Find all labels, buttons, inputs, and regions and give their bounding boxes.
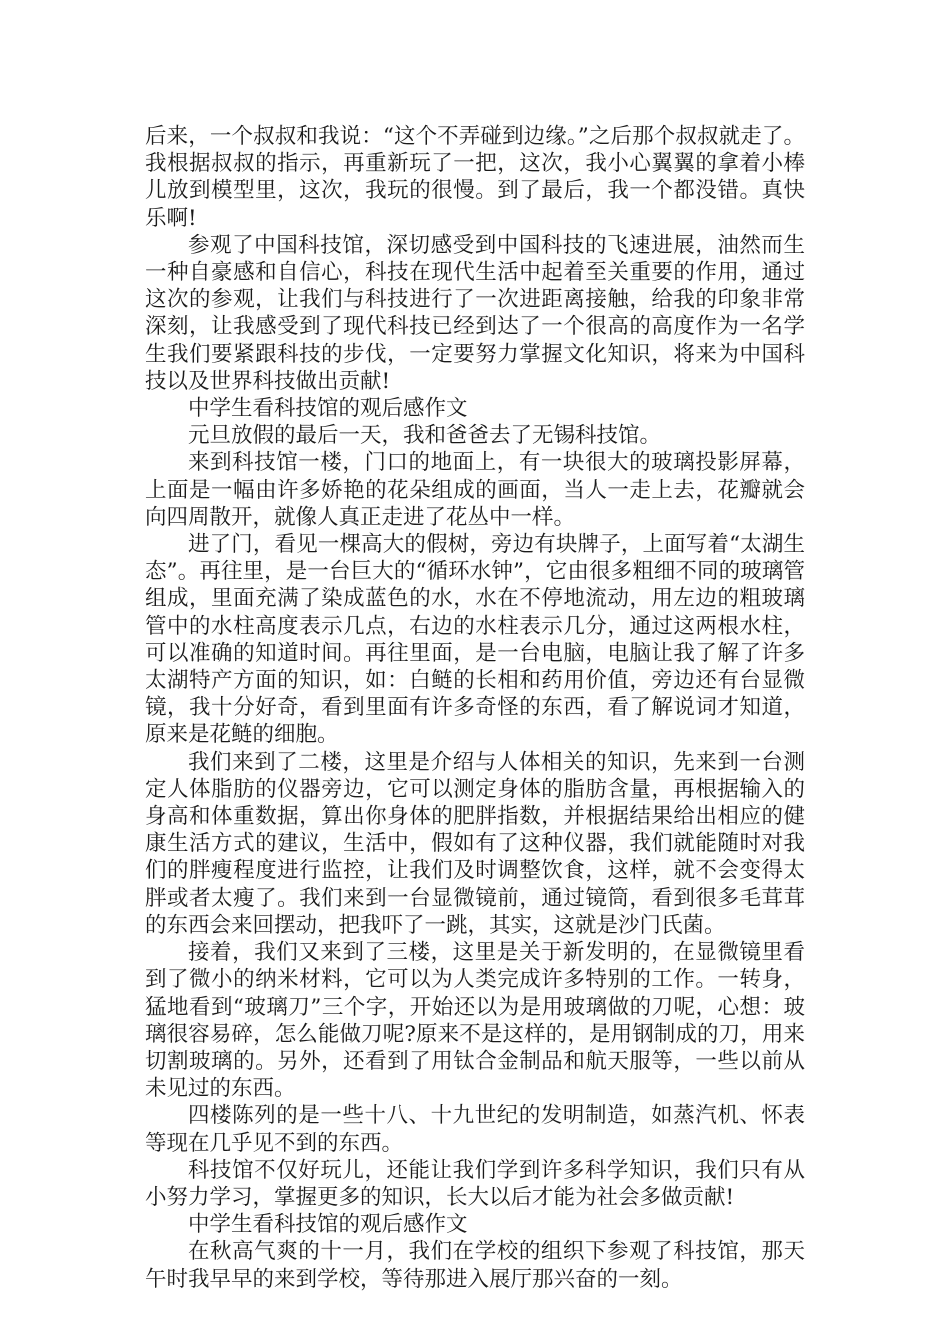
document-page xyxy=(145,123,805,1293)
paragraph-7: 接着，我们又来到了三楼，这里是关于新发明的，在显微镜里看到了微小的纳米材料，它可以为人类完成许多特别的工作。一转身，猛地看到“玻璃刀”三个字，开始还以为是用玻璃做的刀呢，心想：玻璃很容易碎，怎么能做刀呢?原来不是这样的，是用钢制成的刀，用来切割玻璃的。另外，还看到了用钛合金制品和航天服等，一些以前从未见过的东西。 xyxy=(145,940,805,1102)
paragraph-4: 来到科技馆一楼，门口的地面上，有一块很大的玻璃投影屏幕，上面是一幅由许多娇艳的花朵组成的画面，当人一走上去，花瓣就会向四周散开，就像人真正走进了花丛中一样。 xyxy=(145,450,805,530)
section-heading-1: 中学生看科技馆的观后感作文 xyxy=(188,396,468,422)
paragraph-2: 参观了中国科技馆，深切感受到中国科技的飞速进展，油然而生一种自豪感和自信心，科技在现代生活中起着至关重要的作用，通过这次的参观，让我们与科技进行了一次进距离接触，给我的印象非常深刻，让我感受到了现代科技已经到达了一个很高的高度作为一名学生我们要紧跟科技的步伐，一定要努力掌握文化知识，将来为中国科技以及世界科技做出贡献! xyxy=(145,232,805,394)
paragraph-10: 在秋高气爽的十一月，我们在学校的组织下参观了科技馆，那天午时我早早的来到学校，等待那进入展厅那兴奋的一刻。 xyxy=(145,1239,805,1292)
section-heading-2: 中学生看科技馆的观后感作文 xyxy=(188,1212,468,1238)
paragraph-6: 我们来到了二楼，这里是介绍与人体相关的知识，先来到一台测定人体脂肪的仪器旁边，它可以测定身体的脂肪含量，再根据输入的身高和体重数据，算出你身体的肥胖指数，并根据结果给出相应的健康生活方式的建议，生活中，假如有了这种仪器，我们就能随时对我们的胖瘦程度进行监控，让我们及时调整饮食，这样，就不会变得太胖或者太瘦了。我们来到一台显微镜前，通过镜筒，看到很多毛茸茸的东西会来回摆动，把我吓了一跳，其实，这就是沙门氏菌。 xyxy=(145,749,805,938)
paragraph-9: 科技馆不仅好玩儿，还能让我们学到许多科学知识，我们只有从小努力学习，掌握更多的知识，长大以后才能为社会多做贡献! xyxy=(145,1157,805,1210)
paragraph-8: 四楼陈列的是一些十八、十九世纪的发明制造，如蒸汽机、怀表等现在几乎见不到的东西。 xyxy=(145,1103,805,1156)
paragraph-5: 进了门，看见一棵高大的假树，旁边有块牌子，上面写着“太湖生态”。再往里，是一台巨大的“循环水钟”，它由很多粗细不同的玻璃管组成，里面充满了染成蓝色的水，水在不停地流动，用左边的粗玻璃管中的水柱高度表示几点，右边的水柱表示几分，通过这两根水柱，可以准确的知道时间。再往里面，是一台电脑，电脑让我了解了许多太湖特产方面的知识，如：白鲢的长相和药用价值，旁边还有台显微镜，我十分好奇，看到里面有许多奇怪的东西，看了解说词才知道，原来是花鲢的细胞。 xyxy=(145,532,805,748)
paragraph-1: 后来，一个叔叔和我说：“这个不弄碰到边缘。”之后那个叔叔就走了。我根据叔叔的指示，再重新玩了一把，这次，我小心翼翼的拿着小棒儿放到模型里，这次，我玩的很慢。到了最后，我一个都没错。真快乐啊! xyxy=(145,124,805,231)
paragraph-3: 元旦放假的最后一天，我和爸爸去了无锡科技馆。 xyxy=(188,423,662,449)
